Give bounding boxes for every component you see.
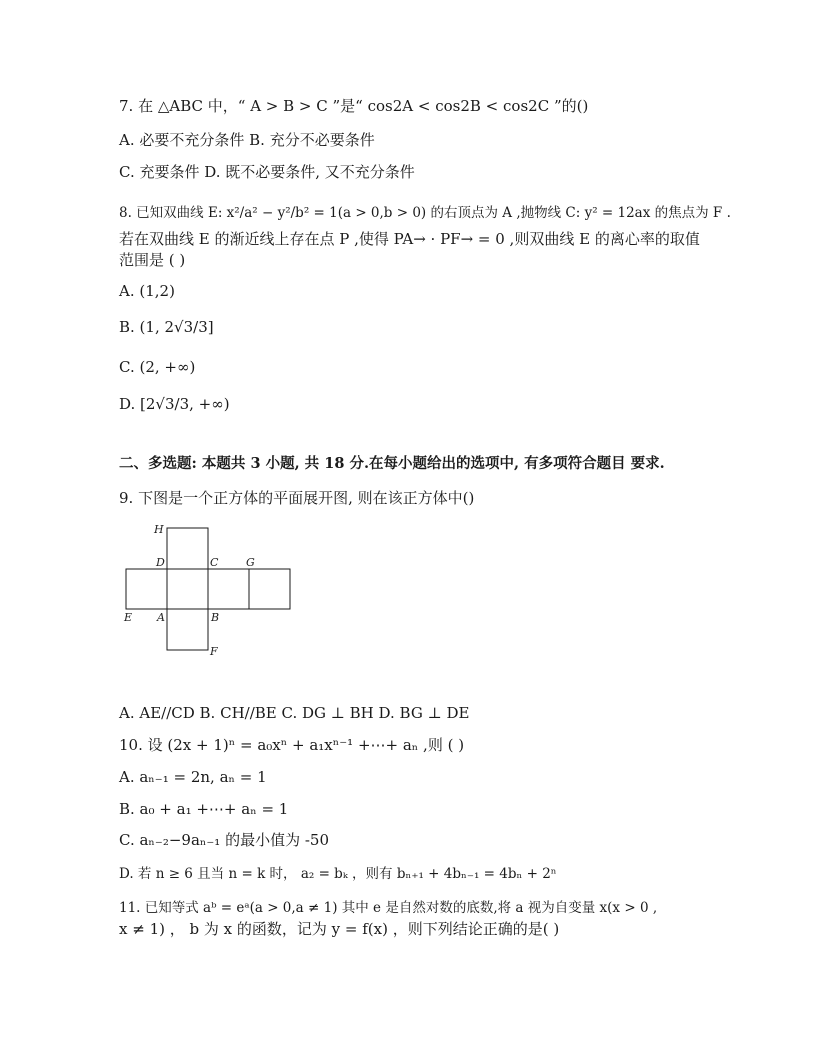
cube-net-figure bbox=[118, 518, 308, 660]
question-8-line-2: 若在双曲线 E 的渐近线上存在点 P ,使得 PA→ · PF→ = 0 ,则双曲线 E 的离心率的取值 bbox=[119, 230, 700, 248]
question-8-option-a: A. (1,2) bbox=[119, 282, 175, 300]
question-8-option-c: C. (2, +∞) bbox=[119, 358, 196, 376]
question-11-line-1: 11. 已知等式 aᵇ = eᵃ(a > 0,a ≠ 1) 其中 e 是自然对数的底数,将 a 视为自变量 x(x > 0 , bbox=[119, 900, 658, 916]
question-8-option-b: B. (1, 2√3/3] bbox=[119, 318, 214, 336]
question-10-option-b: B. a₀ + a₁ +⋯+ aₙ = 1 bbox=[119, 800, 289, 818]
label-F: F bbox=[210, 645, 218, 658]
question-10-option-c: C. aₙ₋₂−9aₙ₋₁ 的最小值为 -50 bbox=[119, 831, 330, 849]
label-D: D bbox=[156, 556, 165, 569]
question-10: 10. 设 (2x + 1)ⁿ = a₀xⁿ + a₁xⁿ⁻¹ +⋯+ aₙ ,则 ( ) bbox=[119, 736, 465, 754]
question-9-options: A. AE//CD B. CH//BE C. DG ⊥ BH D. BG ⊥ DE bbox=[119, 704, 470, 722]
label-A: A bbox=[157, 611, 165, 624]
cube-net-bottom-face bbox=[167, 609, 208, 650]
label-E: E bbox=[124, 611, 133, 624]
question-7: 7. 在 △ABC 中，“ A > B > C ”是“ cos2A < cos2B < cos2C ”的() bbox=[119, 97, 589, 115]
question-8-line-3: 范围是 ( ) bbox=[119, 251, 186, 269]
label-H: H bbox=[154, 523, 164, 536]
question-10-option-d: D. 若 n ≥ 6 且当 n = k 时， a₂ = bₖ ，则有 bₙ₊₁ + 4bₙ₋₁ = 4bₙ + 2ⁿ bbox=[119, 866, 557, 882]
cube-net-top-face bbox=[167, 528, 208, 569]
section-2-heading: 二、多选题: 本题共 3 小题, 共 18 分.在每小题给出的选项中, 有多项符合题目 要求. bbox=[119, 455, 665, 472]
question-7-options-cd: C. 充要条件 D. 既不必要条件, 又不充分条件 bbox=[119, 163, 415, 181]
question-8-line-1: 8. 已知双曲线 E: x²/a² − y²/b² = 1(a > 0,b > 0) 的右顶点为 A ,抛物线 C: y² = 12ax 的焦点为 F . bbox=[119, 205, 731, 221]
label-C: C bbox=[210, 556, 219, 569]
question-7-options-ab: A. 必要不充分条件 B. 充分不必要条件 bbox=[119, 131, 375, 149]
label-B: B bbox=[211, 611, 220, 624]
question-8-option-d: D. [2√3/3, +∞) bbox=[119, 395, 230, 413]
question-9: 9. 下图是一个正方体的平面展开图, 则在该正方体中() bbox=[119, 489, 475, 507]
question-11-line-2: x ≠ 1) ， b 为 x 的函数，记为 y = f(x) ，则下列结论正确的是( ) bbox=[119, 920, 560, 938]
question-10-option-a: A. aₙ₋₁ = 2n, aₙ = 1 bbox=[119, 768, 267, 786]
label-G: G bbox=[246, 556, 255, 569]
